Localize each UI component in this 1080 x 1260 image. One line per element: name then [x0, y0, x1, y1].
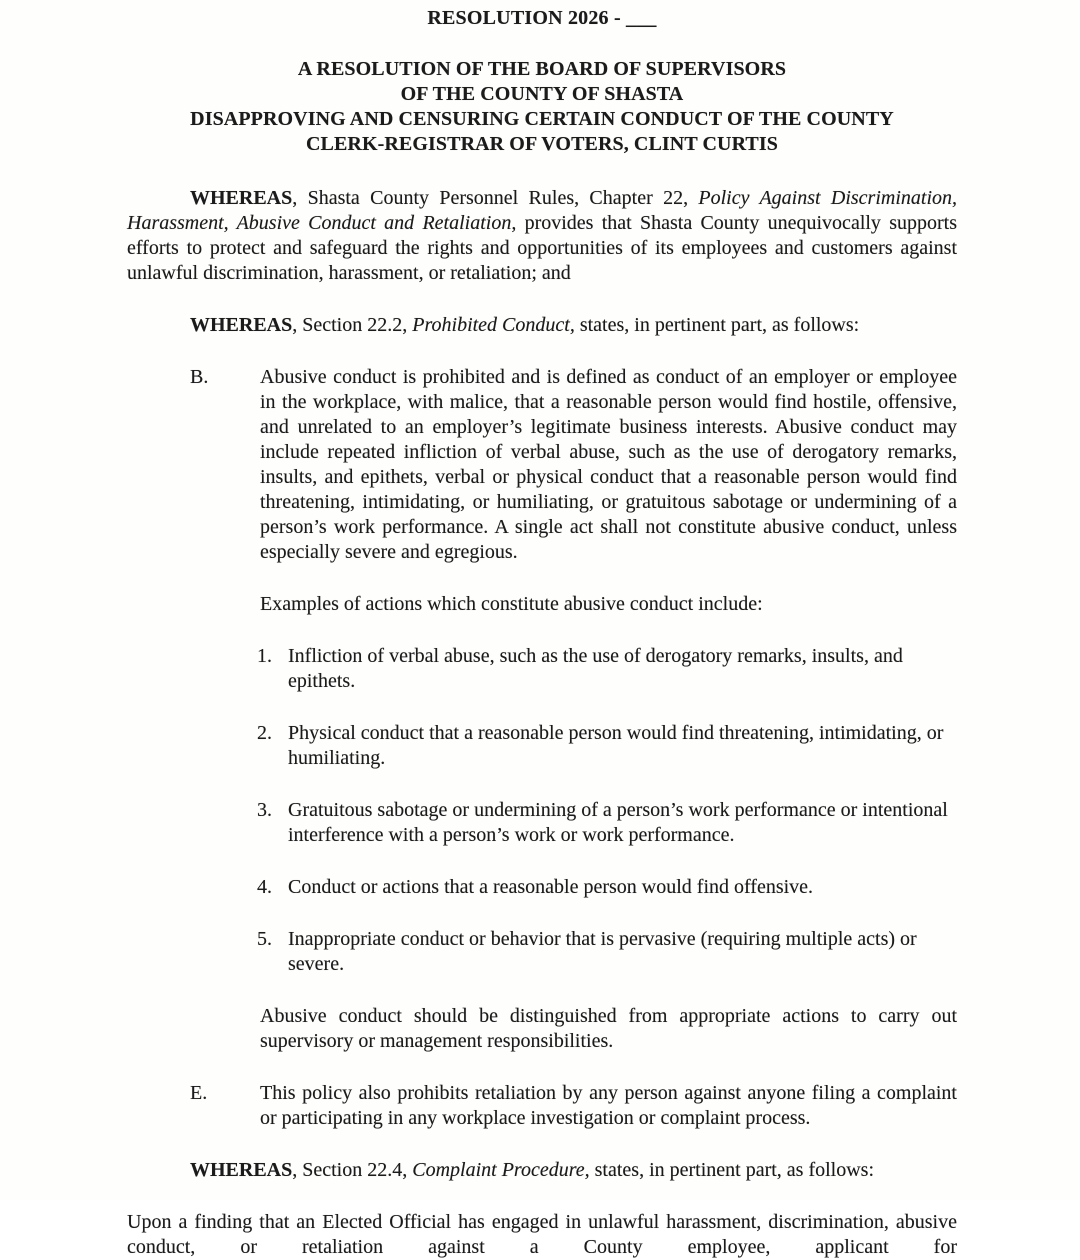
list-item-number	[127, 644, 957, 694]
text-run: states, in pertinent part, as follows:	[574, 314, 860, 336]
text-run: provides that Shasta County unequivocally supports efforts to protect and safeguard the rights and opportunities of its employees and customers against unlawful discrimination, harassment, or retaliation; and	[127, 212, 957, 284]
list-item-letter	[127, 365, 957, 565]
paragraph	[127, 186, 957, 286]
item-text	[260, 365, 957, 565]
paragraph	[127, 1158, 957, 1183]
text-run: WHEREAS	[190, 187, 293, 209]
item-label: 2.	[257, 722, 272, 744]
text-run: WHEREAS	[190, 1159, 293, 1181]
text-run: Physical conduct that a reasonable person would find threatening, intimidating, or humiliating.	[288, 722, 944, 769]
heading-line: DISAPPROVING AND CENSURING CERTAIN CONDUCT OF THE COUNTY	[190, 108, 894, 130]
paragraph	[260, 1004, 957, 1054]
list-item-number	[127, 721, 957, 771]
item-label: 1.	[257, 645, 272, 667]
text-run: Policy Against Discrimination, Harassment, Abusive Conduct and Retaliation,	[127, 187, 958, 234]
text-run: Abusive conduct is prohibited and is defined as conduct of an employer or employee in the workplace, with malice, that a reasonable person would find hostile, offensive, and unrelated to an employer’s legitimate business interests. Abusive conduct may include repeated infliction of verbal abuse, such as the use of derogatory remarks, insults, and epithets, verbal or physical conduct that a reasonable person would find threatening, intimidating, or humiliating, or gratuitous sabotage or undermining of a person’s work performance. A single act shall not constitute abusive conduct, unless especially severe and egregious.	[260, 366, 957, 563]
list-item-letter	[127, 1081, 957, 1131]
text-run: states, in pertinent part, as follows:	[589, 1159, 875, 1181]
heading-line: CLERK-REGISTRAR OF VOTERS, CLINT CURTIS	[306, 133, 778, 155]
item-text	[288, 798, 957, 848]
paragraph	[127, 313, 957, 338]
text-run: Gratuitous sabotage or undermining of a person’s work performance or intentional interference with a person’s work or work performance.	[288, 799, 948, 846]
text-run: Upon a finding that an Elected Official has engaged in unlawful harassment, discrimination, abusive conduct, or retaliation against a County employee, applicant for	[127, 1211, 957, 1258]
item-label: 3.	[257, 799, 272, 821]
item-text	[260, 1081, 957, 1131]
list-item-number	[127, 927, 957, 977]
text-run: Infliction of verbal abuse, such as the use of derogatory remarks, insults, and epithets.	[288, 645, 903, 692]
item-text	[288, 644, 957, 694]
item-text	[127, 1211, 957, 1258]
text-run: , Section 22.4,	[292, 1159, 413, 1181]
paragraph	[260, 592, 957, 617]
text-run: , Shasta County Personnel Rules, Chapter 22,	[292, 187, 699, 209]
item-text	[260, 593, 763, 615]
text-run: WHEREAS	[190, 314, 293, 336]
text-run: Inappropriate conduct or behavior that is pervasive (requiring multiple acts) or severe.	[288, 928, 917, 975]
item-text	[260, 1005, 957, 1052]
item-text	[190, 314, 859, 336]
item-text	[288, 875, 957, 900]
heading-line: OF THE COUNTY OF SHASTA	[400, 83, 684, 105]
item-text	[288, 721, 957, 771]
resolution-number-title: RESOLUTION 2026 - ___	[427, 7, 657, 29]
text-run: Abusive conduct should be distinguished from appropriate actions to carry out supervisory or management responsibilities.	[260, 1005, 957, 1052]
document-body	[127, 186, 957, 1260]
text-run: Prohibited Conduct,	[412, 314, 575, 336]
text-run: Conduct or actions that a reasonable person would find offensive.	[288, 876, 814, 898]
item-label: E.	[190, 1082, 208, 1104]
text-run: This policy also prohibits retaliation by any person against anyone filing a complaint or participating in any workplace investigation or complaint process.	[260, 1082, 957, 1129]
text-run: Examples of actions which constitute abusive conduct include:	[260, 593, 763, 615]
list-item-number	[127, 875, 957, 900]
paragraph	[127, 1210, 957, 1260]
resolution-heading	[127, 57, 957, 157]
heading-line: A RESOLUTION OF THE BOARD OF SUPERVISORS	[297, 58, 787, 80]
list-item-number	[127, 798, 957, 848]
text-run: , Section 22.2,	[292, 314, 413, 336]
item-label: B.	[190, 366, 209, 388]
item-text	[190, 1159, 874, 1181]
item-label: 4.	[257, 876, 272, 898]
text-run: Complaint Procedure,	[412, 1159, 590, 1181]
item-label: 5.	[257, 928, 272, 950]
item-text	[127, 187, 957, 284]
item-text	[288, 927, 957, 977]
